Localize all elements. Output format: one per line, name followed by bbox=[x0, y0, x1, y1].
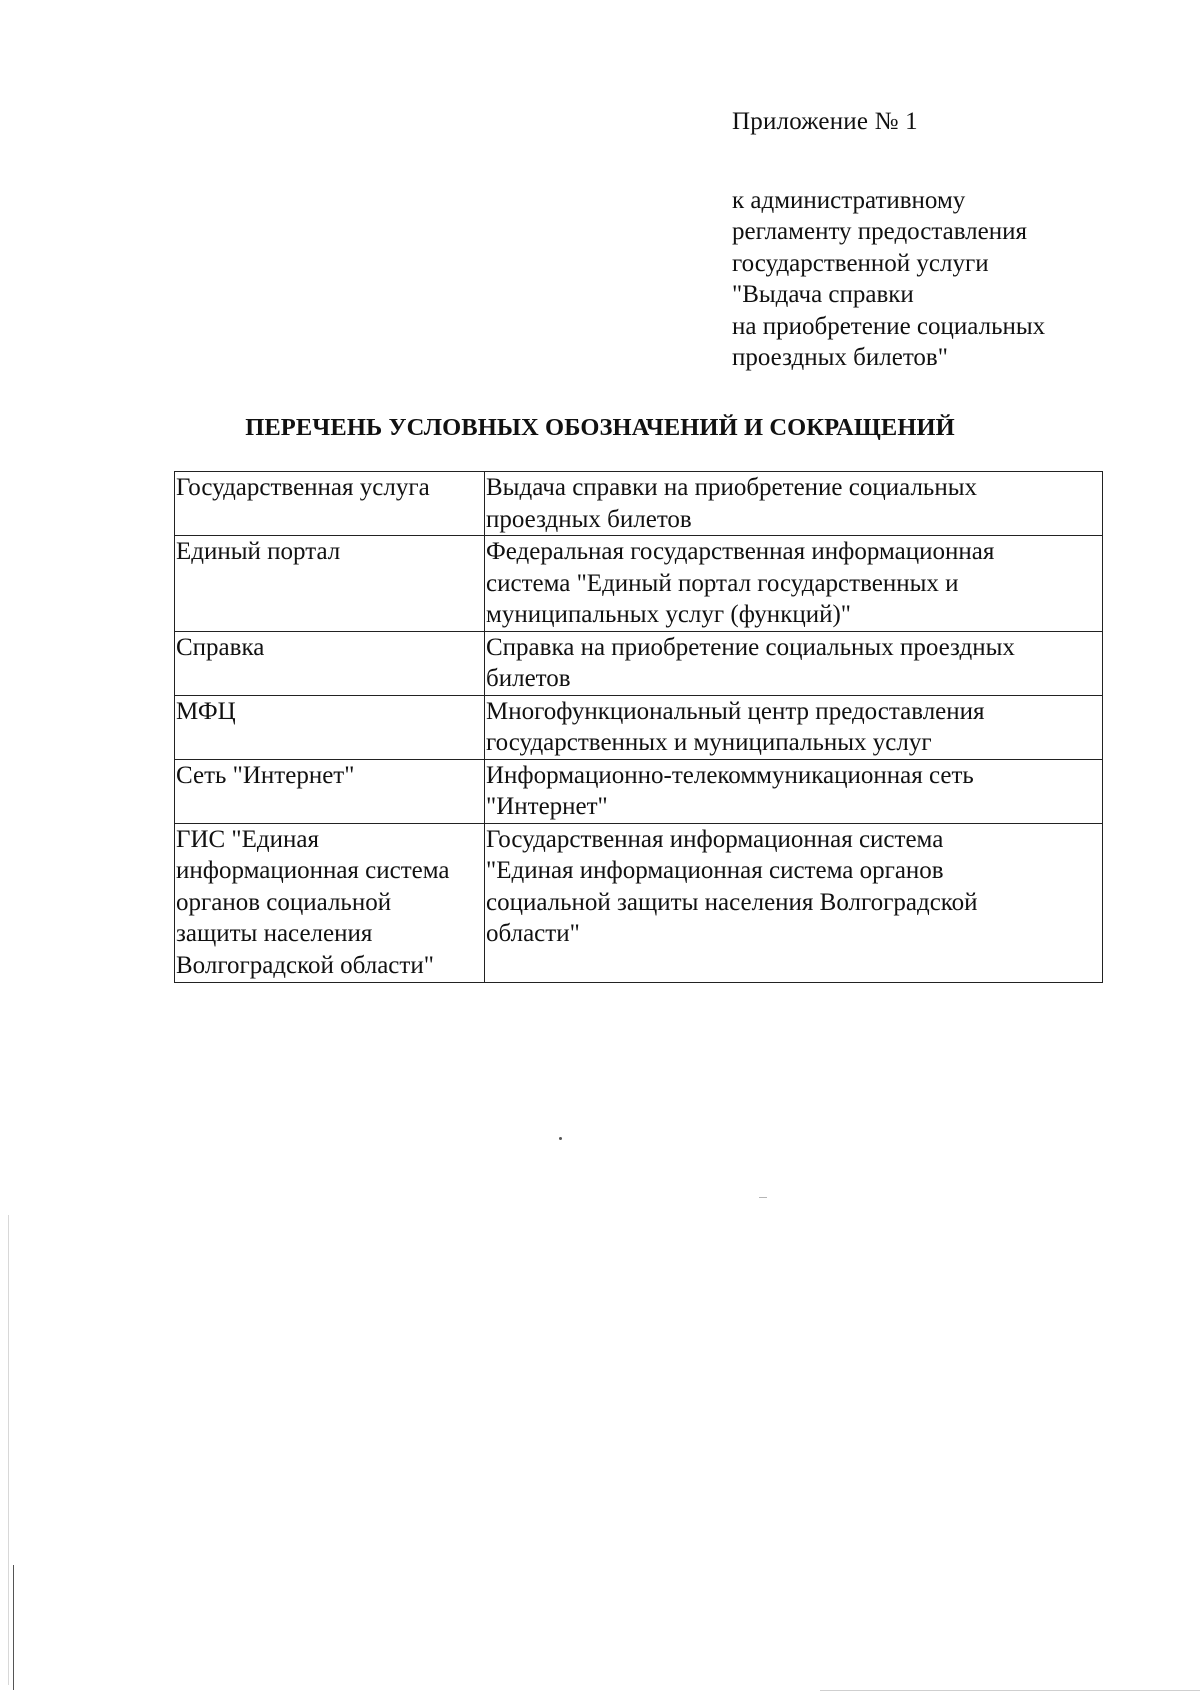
definition-cell bbox=[485, 472, 1103, 536]
term-line: защиты населения bbox=[176, 920, 373, 947]
document-heading: ПЕРЕЧЕНЬ УСЛОВНЫХ ОБОЗНАЧЕНИЙ И СОКРАЩЕНИЙ bbox=[245, 414, 955, 441]
definition-line: государственных и муниципальных услуг bbox=[486, 729, 932, 756]
definition-line: Государственная информационная система bbox=[486, 825, 944, 853]
table-row bbox=[175, 823, 1103, 982]
term-cell bbox=[175, 759, 485, 823]
scan-speck bbox=[759, 1197, 767, 1198]
definition-cell bbox=[485, 759, 1103, 823]
term-line: Государственная услуга bbox=[176, 474, 430, 501]
definition-line: области" bbox=[486, 920, 580, 947]
definition-line: муниципальных услуг (функций)" bbox=[486, 601, 852, 628]
term-line: информационная система bbox=[176, 857, 450, 884]
definition-cell bbox=[485, 631, 1103, 695]
term-cell bbox=[175, 536, 485, 632]
definition-line: Многофункциональный центр предоставления bbox=[486, 697, 985, 725]
table-row bbox=[175, 472, 1103, 536]
term-line: МФЦ bbox=[176, 697, 236, 725]
appendix-line: к административному bbox=[732, 186, 966, 214]
scan-edge-line bbox=[13, 1565, 14, 1690]
definition-line: Выдача справки на приобретение социальных bbox=[486, 474, 978, 501]
scan-edge-line bbox=[8, 1215, 9, 1685]
appendix-line: на приобретение социальных bbox=[732, 312, 1046, 340]
term-line: Волгоградской области" bbox=[176, 951, 434, 979]
definition-line: социальной защиты населения Волгоградской bbox=[486, 888, 978, 916]
table-row bbox=[175, 759, 1103, 823]
appendix-line: проездных билетов" bbox=[732, 344, 948, 371]
table-row bbox=[175, 631, 1103, 695]
appendix-line: государственной услуги bbox=[732, 249, 989, 277]
term-cell bbox=[175, 695, 485, 759]
definition-line: "Единая информационная система органов bbox=[486, 857, 944, 884]
definition-line: билетов bbox=[486, 665, 571, 692]
definition-line: "Интернет" bbox=[486, 793, 608, 820]
definition-line: Информационно-телекоммуникационная сеть bbox=[486, 761, 974, 789]
term-cell bbox=[175, 823, 485, 982]
appendix-block bbox=[732, 106, 1132, 374]
table-row bbox=[175, 695, 1103, 759]
term-cell bbox=[175, 631, 485, 695]
term-line: органов социальной bbox=[176, 888, 392, 916]
definition-line: Справка на приобретение социальных проездных bbox=[486, 633, 1015, 661]
definition-cell bbox=[485, 695, 1103, 759]
scan-edge-line bbox=[820, 1690, 1200, 1691]
definition-line: система "Единый портал государственных и bbox=[486, 569, 959, 597]
definition-cell bbox=[485, 536, 1103, 632]
table-row bbox=[175, 536, 1103, 632]
term-cell bbox=[175, 472, 485, 536]
term-line: ГИС "Единая bbox=[176, 825, 319, 853]
definition-line: Федеральная государственная информационная bbox=[486, 538, 995, 565]
appendix-line: "Выдача справки bbox=[732, 281, 914, 308]
appendix-title: Приложение № 1 bbox=[732, 108, 918, 135]
scan-speck bbox=[559, 1137, 562, 1140]
appendix-line: регламенту предоставления bbox=[732, 218, 1028, 245]
term-line: Справка bbox=[176, 633, 265, 661]
term-line: Единый портал bbox=[176, 538, 341, 565]
abbreviations-table bbox=[174, 471, 1103, 983]
term-line: Сеть "Интернет" bbox=[176, 761, 355, 789]
definition-cell bbox=[485, 823, 1103, 982]
definition-line: проездных билетов bbox=[486, 505, 692, 533]
